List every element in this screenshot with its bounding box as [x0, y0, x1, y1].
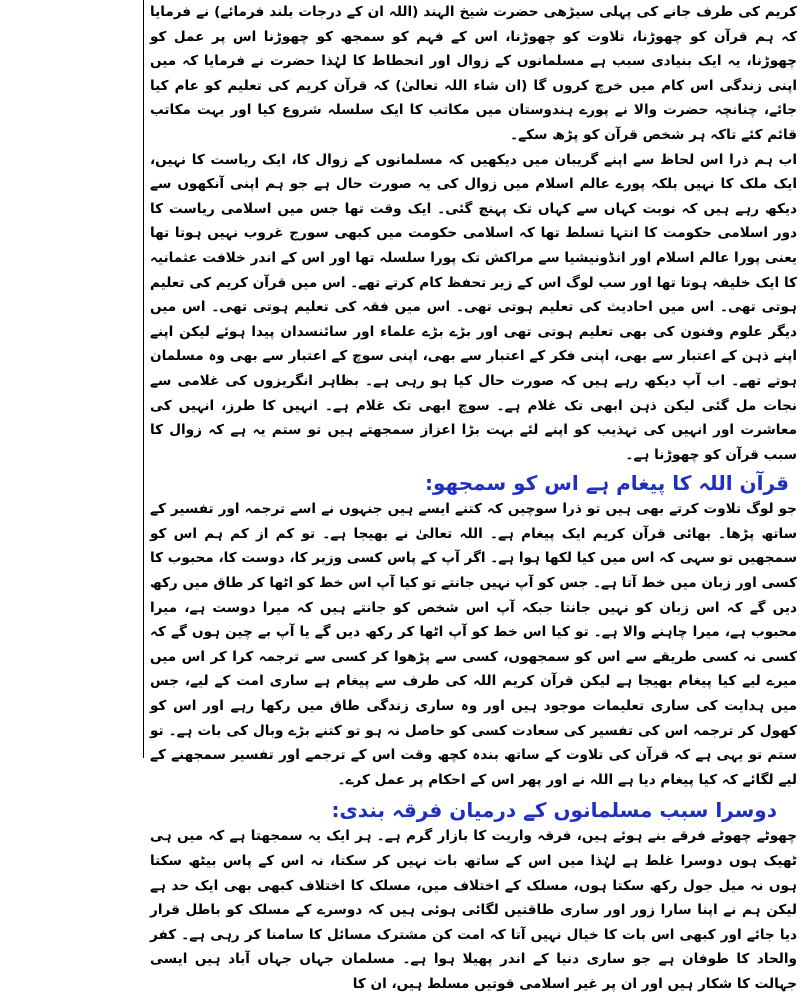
heading-quran-message: قرآن اللہ کا پیغام ہے اس کو سمجھو: [424, 471, 789, 496]
paragraph-intro: کریم کی طرف جانے کی پہلی سیڑھی حضرت شیخ الہند (اللہ ان کے درجات بلند فرمائے) نے فرمایا کہ ہم قرآن کو چھوڑنا، تلاوت کو چھوڑنا، اس کے فہم کو سمجھ کو چھوڑنا اس پر عمل کو چھوڑنا، یہ ایک بنیادی سبب ہے مسلمانوں کے زوال اور انحطاط کا لہٰذا حضرت نے فرمایا کہ میں اپنی زندگی اس کام میں خرچ کروں گا (ان شاء اللہ تعالیٰ) کہ قرآن کریم کی تعلیم کو عام کیا جائے، چنانچہ حضرت والا نے پورے ہندوستان میں مکاتب کا ایک سلسلہ شروع کیا اور بہت مکاتب قائم کئے تاکہ ہر شخص قرآن کو پڑھ سکے۔ [150, 4, 797, 143]
paragraph-decline: اب ہم ذرا اس لحاظ سے اپنے گریبان میں دیکھیں کہ مسلمانوں کے زوال کا، ایک ریاست کا نہیں، ایک ملک کا نہیں بلکہ پورے عالم اسلام میں زوال کی یہ صورت حال ہے جو ہم اپنی آنکھوں سے دیکھ رہے ہیں کہ نوبت کہاں سے کہاں تک پہنچ گئی۔ ایک وقت تھا جس میں اسلامی ریاست کا دور اسلامی حکومت کا انتہا تسلط تھا کہ اسلامی حکومت میں کبھی سورج غروب نہیں ہوتا تھا یعنی پورا عالم اسلام اور انڈونیشیا سے مراکش تک پورا سلسلہ تھا اور اس کے اندر خلافت عثمانیہ کا ایک خلیفہ ہوتا تھا اور سب لوگ اس کے زیر تحفظ کام کرتے تھے۔ اس میں قرآن کریم کی تعلیم ہوتی تھی۔ اس میں احادیث کی تعلیم ہوتی تھی۔ اس میں فقہ کی تعلیم ہوتی تھی۔ اس میں دیگر علوم وفنون کی بھی تعلیم ہوتی تھی اور بڑے بڑے علماء اور سائنسدان پیدا ہوئے لیکن اپنے اپنے ذہن کے اعتبار سے بھی، اپنی فکر کے اعتبار سے بھی، اپنی سوچ کے اعتبار سے بھی وہ مسلمان ہوتے تھے۔ اب آپ دیکھ رہے ہیں کہ صورت حال کیا ہو رہی ہے۔ بظاہر انگریزوں کی غلامی سے نجات مل گئی لیکن ذہن ابھی تک غلام ہے۔ سوچ ابھی تک غلام ہے۔ انہیں کا طرز، انہیں کی معاشرت اور انہیں کی تہذیب کو اپنے لئے بہت بڑا اعزاز سمجھتے ہیں تو ستم یہ ہے کہ زوال کا سبب قرآن کو چھوڑنا ہے۔ [150, 151, 797, 463]
heading-second-cause: دوسرا سبب مسلمانوں کے درمیان فرقہ بندی: [331, 798, 777, 823]
paragraph-quran-message: جو لوگ تلاوت کرتے بھی ہیں تو ذرا سوچیں کہ کتنے ایسے ہیں جنہوں نے اسے ترجمہ اور تفسیر کے ساتھ پڑھا۔ بھائی قرآن کریم ایک پیغام ہے۔ اللہ تعالیٰ نے بھیجا ہے۔ تو کم از کم ہم اس کو سمجھیں تو سہی کہ اس میں کیا لکھا ہوا ہے۔ اگر آپ کے پاس کسی وزیر کا، دوست کا، محبوب کا کسی اور زبان میں خط آتا ہے۔ جس کو آپ نہیں جانتے تو کیا آپ اس خط کو اٹھا کر طاق میں رکھ دیں گے کہ اس زبان کو نہیں جانتا جبکہ آپ اس شخص کو جانتے ہیں کہ میرا دوست ہے، میرا محبوب ہے، میرا چاہنے والا ہے۔ تو کیا اس خط کو آپ اٹھا کر رکھ دیں گے یا آپ بے چین ہوں گے کہ کسی نہ کسی طریقے سے اس کو سمجھوں، کسی سے پڑھوا کر کسی سے ترجمہ کرا کر اس میں میرے لیے کیا پیغام بھیجا ہے لیکن قرآن کریم اللہ کی طرف سے پیغام ہے ساری امت کے لیے، جس میں ہدایت کی ساری تعلیمات موجود ہیں اور وہ ساری زندگی طاق میں رکھا رہے اور اس کو کھول کر ترجمہ اس کی تفسیر کی سعادت کسی کو حاصل نہ ہو تو کتنے بڑے وبال کی بات ہے۔ تو ستم تو یہی ہے کہ قرآن کی تلاوت کے ساتھ بندہ کچھ وقت اس کے ترجمے اور تفسیر سمجھنے کے لیے لگائے کہ کیا پیغام دیا ہے اللہ نے اور پھر اس کے احکام پر عمل کرے۔ [150, 501, 797, 788]
document-page [143, 0, 806, 992]
paragraph-sectarian: چھوٹے چھوٹے فرقے بنے ہوئے ہیں، فرقہ واریت کا بازار گرم ہے۔ ہر ایک یہ سمجھتا ہے کہ میں ہی ٹھیک ہوں دوسرا غلط ہے لہٰذا میں اس کے ساتھ بات نہیں کر سکتا، نہ اس کے پاس بیٹھ سکتا ہوں نہ میل جول رکھ سکتا ہوں، مسلک کے اختلاف میں، مسلک کا اختلاف کبھی بھی ایک حد ہے لیکن ہم نے اپنا سارا زور اور ساری طاقتیں لگائی ہوئی ہیں کہ دوسرے کے مسلک کو باطل قرار دیا جائے اور کبھی اس بات کا خیال نہیں آتا کہ امت کن مشترک مسائل کا سامنا کر رہی ہے۔ کفر والحاد کا طوفان ہے جو ساری دنیا کے اندر پھیلا ہوا ہے۔ مسلمان جہاں جہاں آباد ہیں ایسی جہالت کا شکار ہیں اور ان پر غیر اسلامی قوتیں مسلط ہیں، ان کا [150, 828, 797, 992]
urdu-text-column [150, 0, 797, 992]
